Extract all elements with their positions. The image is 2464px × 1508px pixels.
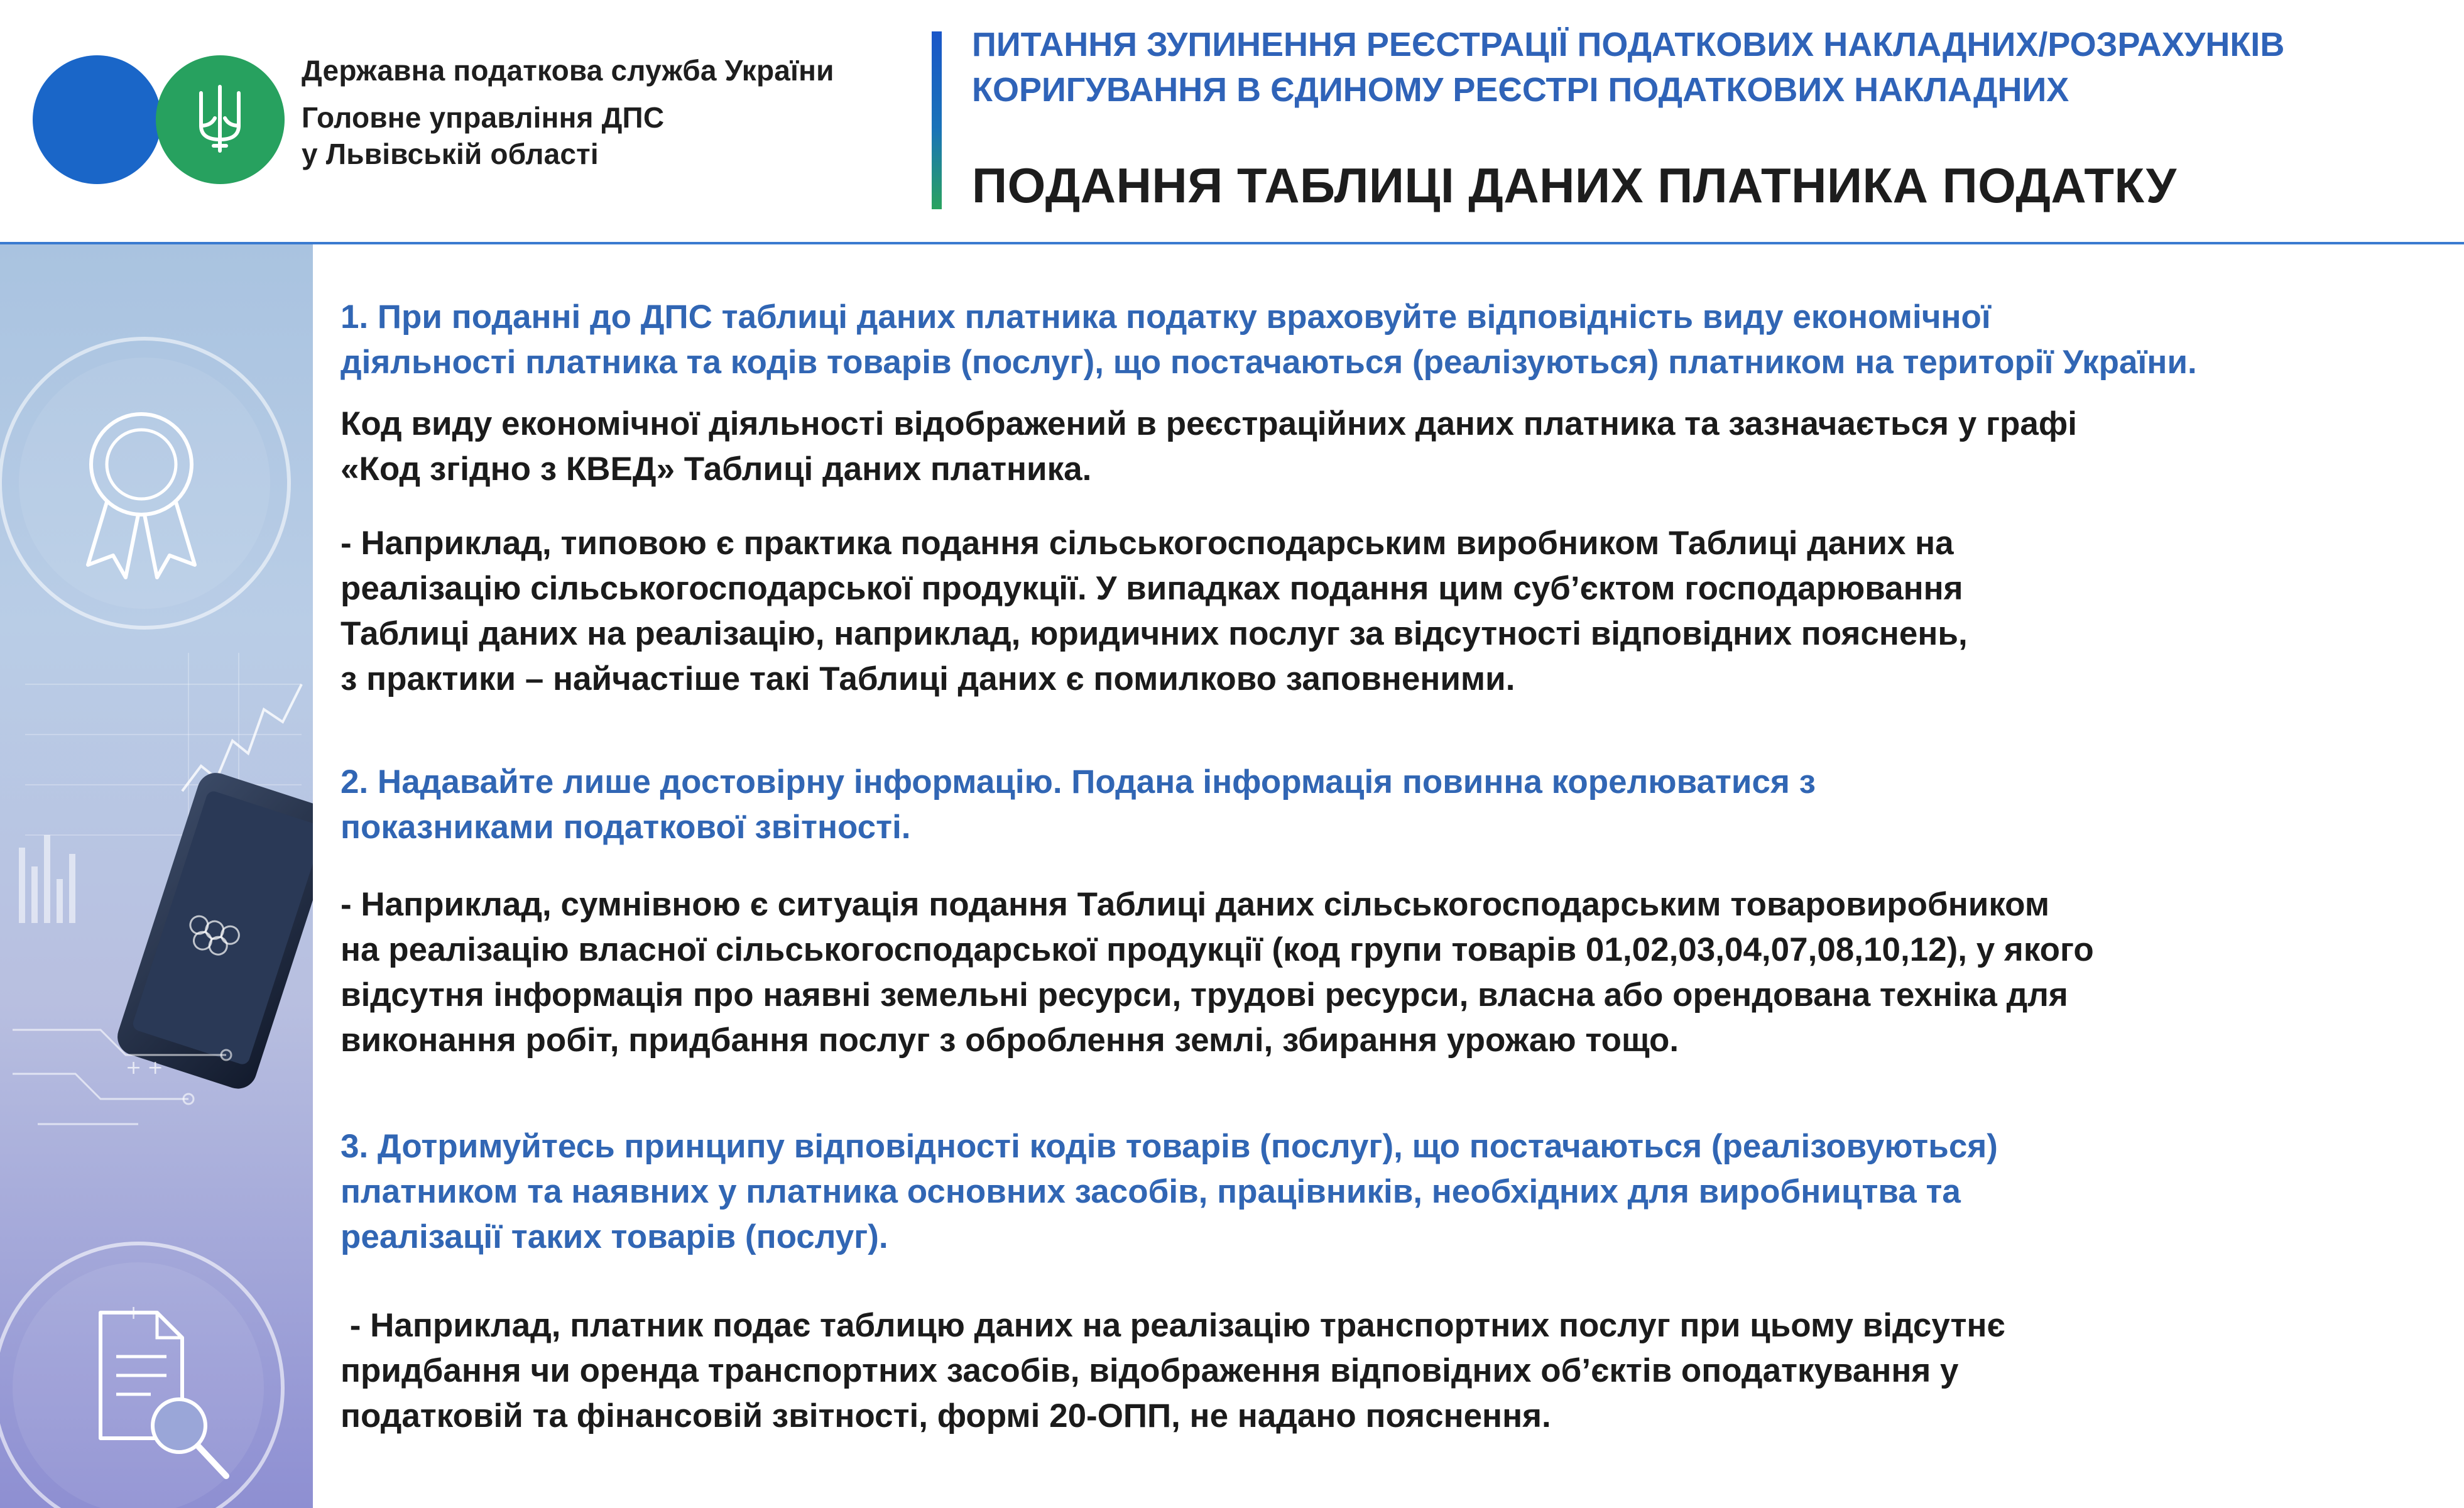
section-3-heading: 3. Дотримуйтесь принципу відповідності кодів товарів (послуг), що постачаються (реалізовуються) платником та наявних у платника основних засобів, працівників, необхідних для виробництва та реалізації таких товарів (послуг). <box>341 1128 1998 1255</box>
page-title: ПОДАННЯ ТАБЛИЦІ ДАНИХ ПЛАТНИКА ПОДАТКУ <box>972 158 2177 213</box>
org-name-line-1: Державна податкова служба України <box>302 54 834 87</box>
section-3-example: - Наприклад, платник подає таблицю даних на реалізацію транспортних послуг при цьому відсутнє придбання чи оренда транспортних засобів, відображення відповідних об’єктів оподаткування у податковій та фінансовій звітності, формі 20-ОПП, не надано пояснення. <box>341 1307 2005 1434</box>
section-1-example: - Наприклад, типовою є практика подання сільськогосподарським виробником Таблиці даних на реалізацію сільськогосподарської продукції. У випадках подання цим суб’єктом господарювання Таблиці даних на реалізацію, наприклад, юридичних послуг за відсутності відповідних пояснень, з практики – найчастіше такі Таблиці даних є помилково заповненими. <box>341 525 1968 697</box>
main-content <box>313 244 2464 1508</box>
section-1-note: Код виду економічної діяльності відображений в реєстраційних даних платника та зазначається у графі «Код згідно з КВЕД» Таблиці даних платника. <box>341 405 2077 488</box>
section-2-example: - Наприклад, сумнівною є ситуація подання Таблиці даних сільськогосподарським товаровиробником на реалізацію власної сільськогосподарської продукції (код групи товарів 01,02,03,04,07,08,10,12), у якого відсутня інформація про наявні земельні ресурси, трудові ресурси, власна або орендована техніка для виконання робіт, придбання послуг з оброблення землі, збирання урожаю тощо. <box>341 886 2094 1059</box>
header-subtitle-line-2: КОРИГУВАННЯ В ЄДИНОМУ РЕЄСТРІ ПОДАТКОВИХ НАКЛАДНИХ <box>972 71 2069 109</box>
side-illustration <box>0 244 313 1508</box>
award-ribbon-icon <box>0 339 289 628</box>
svg-text:+ +: + + <box>126 1057 163 1079</box>
svg-text:+: + <box>126 1302 142 1324</box>
decorative-side-panel <box>0 244 313 1508</box>
org-name-line-3: у Львівській області <box>302 138 599 170</box>
org-name-line-2: Головне управління ДПС <box>302 101 665 134</box>
section-1-heading: 1. При поданні до ДПС таблиці даних платника податку враховуйте відповідність виду економічної діяльності платника та кодів товарів (послуг), що постачаються (реалізуються) платником на території України. <box>341 298 2197 381</box>
trident-icon <box>188 82 251 157</box>
header-subtitle-line-1: ПИТАННЯ ЗУПИНЕННЯ РЕЄСТРАЦІЇ ПОДАТКОВИХ НАКЛАДНИХ/РОЗРАХУНКІВ <box>972 26 2285 63</box>
page-header <box>0 0 2464 242</box>
logo-blue-circle <box>33 55 161 184</box>
header-divider-bar <box>932 31 942 209</box>
section-2-heading: 2. Надавайте лише достовірну інформацію. Подана інформація повинна корелюватися з показниками податкової звітності. <box>341 763 1816 846</box>
document-search-icon <box>0 1243 283 1508</box>
